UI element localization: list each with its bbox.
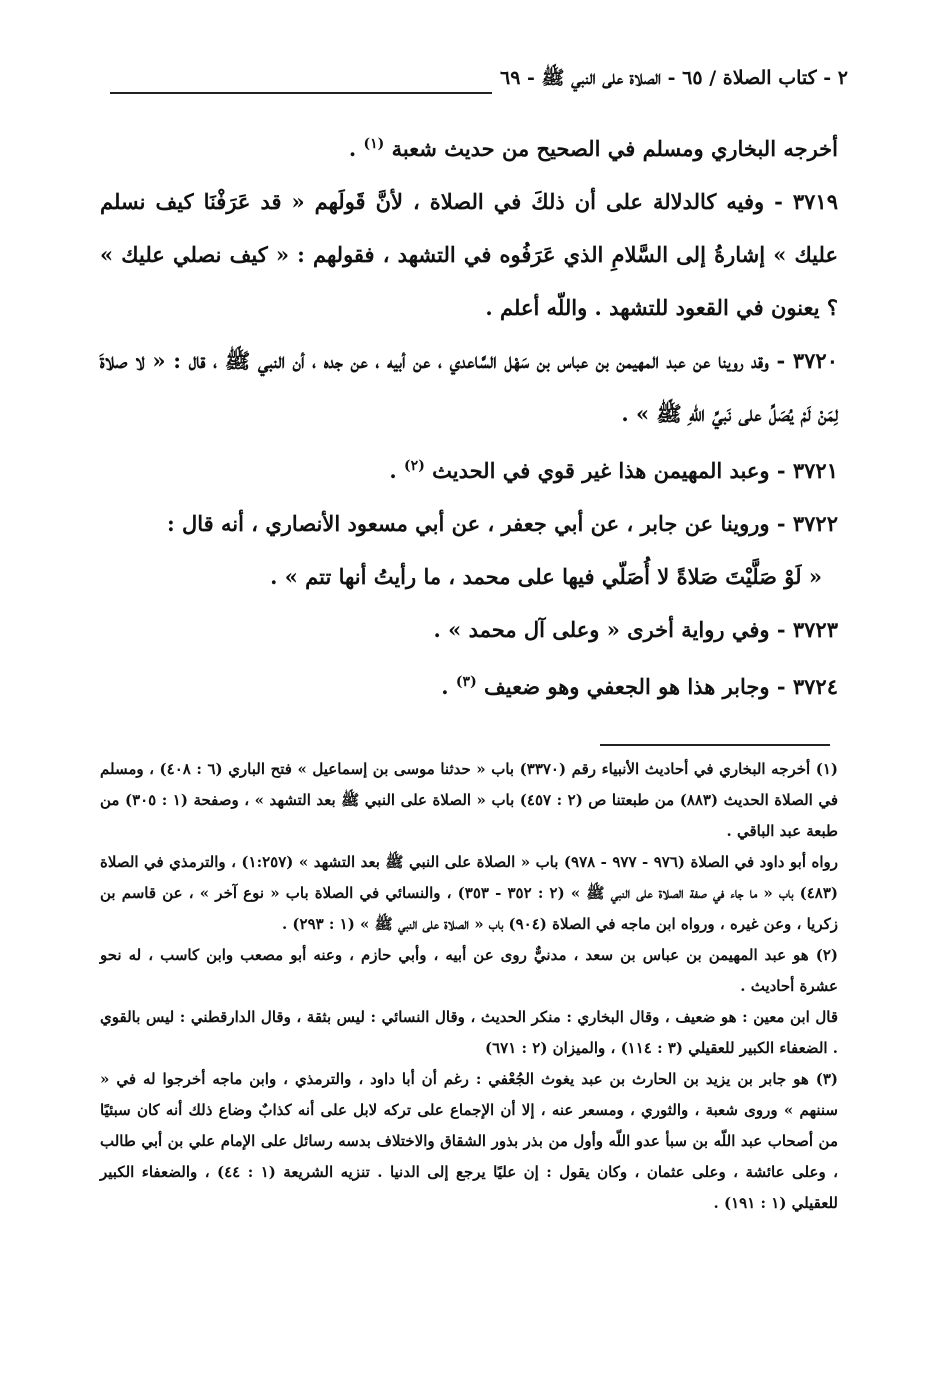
footnote: (٣) هو جابر بن يزيد بن الحارث بن عبد يغوث الجُعْفي : رغم أن أبا داود ، والترمذي ، وابن ماجه أخرجوا له في « سننهم » وروى شعبة ، والثوري ، ومسعر عنه ، إلا أن الإجماع على تركه لابل على أنه كذابٌ وضاع ذلك أنه كان سبئيًا من أصحاب عبد اللّه بن سبأ عدو اللّه وأول من بذر بذور الشقاق والاختلاف بدسه رسائل على الإمام علي بن أبي طالب ، وعلى عائشة ، وعلى عثمان ، وكان يقول : إن عليًا يرجع إلى الدنيا . تنزيه الشريعة (١ : ٤٤) ، والضعفاء الكبير للعقيلي (١ : ١٩١) . [100, 1070, 838, 1212]
paragraph-text: أخرجه البخاري ومسلم في الصحيح من حديث شعبة [391, 136, 838, 161]
footnote: (٢) هو عبد المهيمن بن عباس بن سعد ، مدنيٌّ روى عن أبيه ، وأبي حازم ، وعنه أبو مصعب وابن كاسب ، له نحو عشرة أحاديث . [100, 946, 838, 995]
paragraph [100, 334, 838, 440]
paragraph-text: « لَوْ صَلَّيْتَ صَلاةً لا أُصَلّي فيها على محمد ، ما رأيتُ أنها تتم » . [270, 564, 822, 589]
running-header [110, 58, 848, 98]
footnote-ref: (٣) [455, 674, 477, 690]
paragraph-text: ٣٧٢٤ - وجابر هذا هو الجعفي وهو ضعيف [484, 674, 838, 699]
footnote-ref: (١) [363, 136, 385, 152]
footnote-separator [600, 744, 830, 746]
paragraph-end: . [441, 674, 456, 699]
footnote-ref: (٢) [404, 458, 425, 474]
paragraph [100, 118, 838, 175]
paragraph [100, 497, 838, 550]
main-text [100, 118, 838, 713]
footnote: (١) أخرجه البخاري في أحاديث الأنبياء رقم (٣٣٧٠) باب « حدثنا موسى بن إسماعيل » فتح الباري (٦ : ٤٠٨) ، ومسلم في الصلاة الحديث (٨٨٣) من طبعتنا ص (٢ : ٤٥٧) باب « الصلاة على النبي ﷺ بعد التشهد » ، وصفحة (١ : ٣٠٥) من طبعة عبد الباقي . [100, 760, 839, 840]
paragraph-text: ٣٧٢٠ - وقد روينا عن عبد المهيمن بن عباس بن سَهْل السَّاعدي ، عن أبيه ، عن جده ، أن النبي ﷺ ، قال : « لا صلاةَ لِمَنْ لَمْ يُصَلِّ على نَبيِّ اللّهِ ﷺ » . [100, 348, 838, 426]
footnotes [100, 754, 838, 1219]
paragraph-end: . [389, 458, 405, 483]
paragraph [100, 656, 838, 713]
paragraph-text: ٣٧٢٣ - وفي رواية أخرى « وعلى آل محمد » . [433, 617, 838, 642]
paragraph [100, 175, 838, 334]
footnote: قال ابن معين : هو ضعيف ، وقال البخاري : منكر الحديث ، وقال النسائي : ليس بثقة ، وقال الدارقطني : ليس بالقوي . الضعفاء الكبير للعقيلي (٣ : ١١٤) ، والميزان (٢ : ٦٧١) [100, 1008, 838, 1057]
paragraph-text: ٣٧٢٢ - وروينا عن جابر ، عن أبي جعفر ، عن أبي مسعود الأنصاري ، أنه قال : [166, 511, 838, 536]
paragraph-text: ٣٧٢١ - وعبد المهيمن هذا غير قوي في الحديث [432, 458, 838, 483]
running-header-title: ٢ - كتاب الصلاة / ٦٥ - الصلاة على النبي ﷺ - ٦٩ [500, 67, 848, 89]
quoted-hadith [100, 550, 838, 603]
paragraph [100, 440, 838, 497]
paragraph-end: . [348, 136, 364, 161]
paragraph [100, 603, 838, 656]
paragraph-text: ٣٧١٩ - وفيه كالدلالة على أن ذلكَ في الصلاة ، لأنَّ قَولَهم « قد عَرَفْنَا كيف نسلم عليك » إشارةُ إلى السَّلامِ الذي عَرَفُوه في التشهد ، فقولهم : « كيف نصلي عليك » ؟ يعنون في القعود للتشهد . واللّه أعلم . [100, 189, 838, 320]
footnote: رواه أبو داود في الصلاة (٩٧٦ - ٩٧٧ - ٩٧٨) باب « الصلاة على النبي ﷺ بعد التشهد » (١:٢٥٧) ، والترمذي في الصلاة (٤٨٣) باب « ما جاء في صفة الصلاة على النبي ﷺ » (٢ : ٣٥٢ - ٣٥٣) ، والنسائي في الصلاة باب « نوع آخر » ، عن قاسم بن زكريا ، وعن غيره ، ورواه ابن ماجه في الصلاة (٩٠٤) باب « الصلاة على النبي ﷺ » (١ : ٢٩٣) . [100, 853, 839, 933]
header-rule [110, 92, 492, 94]
